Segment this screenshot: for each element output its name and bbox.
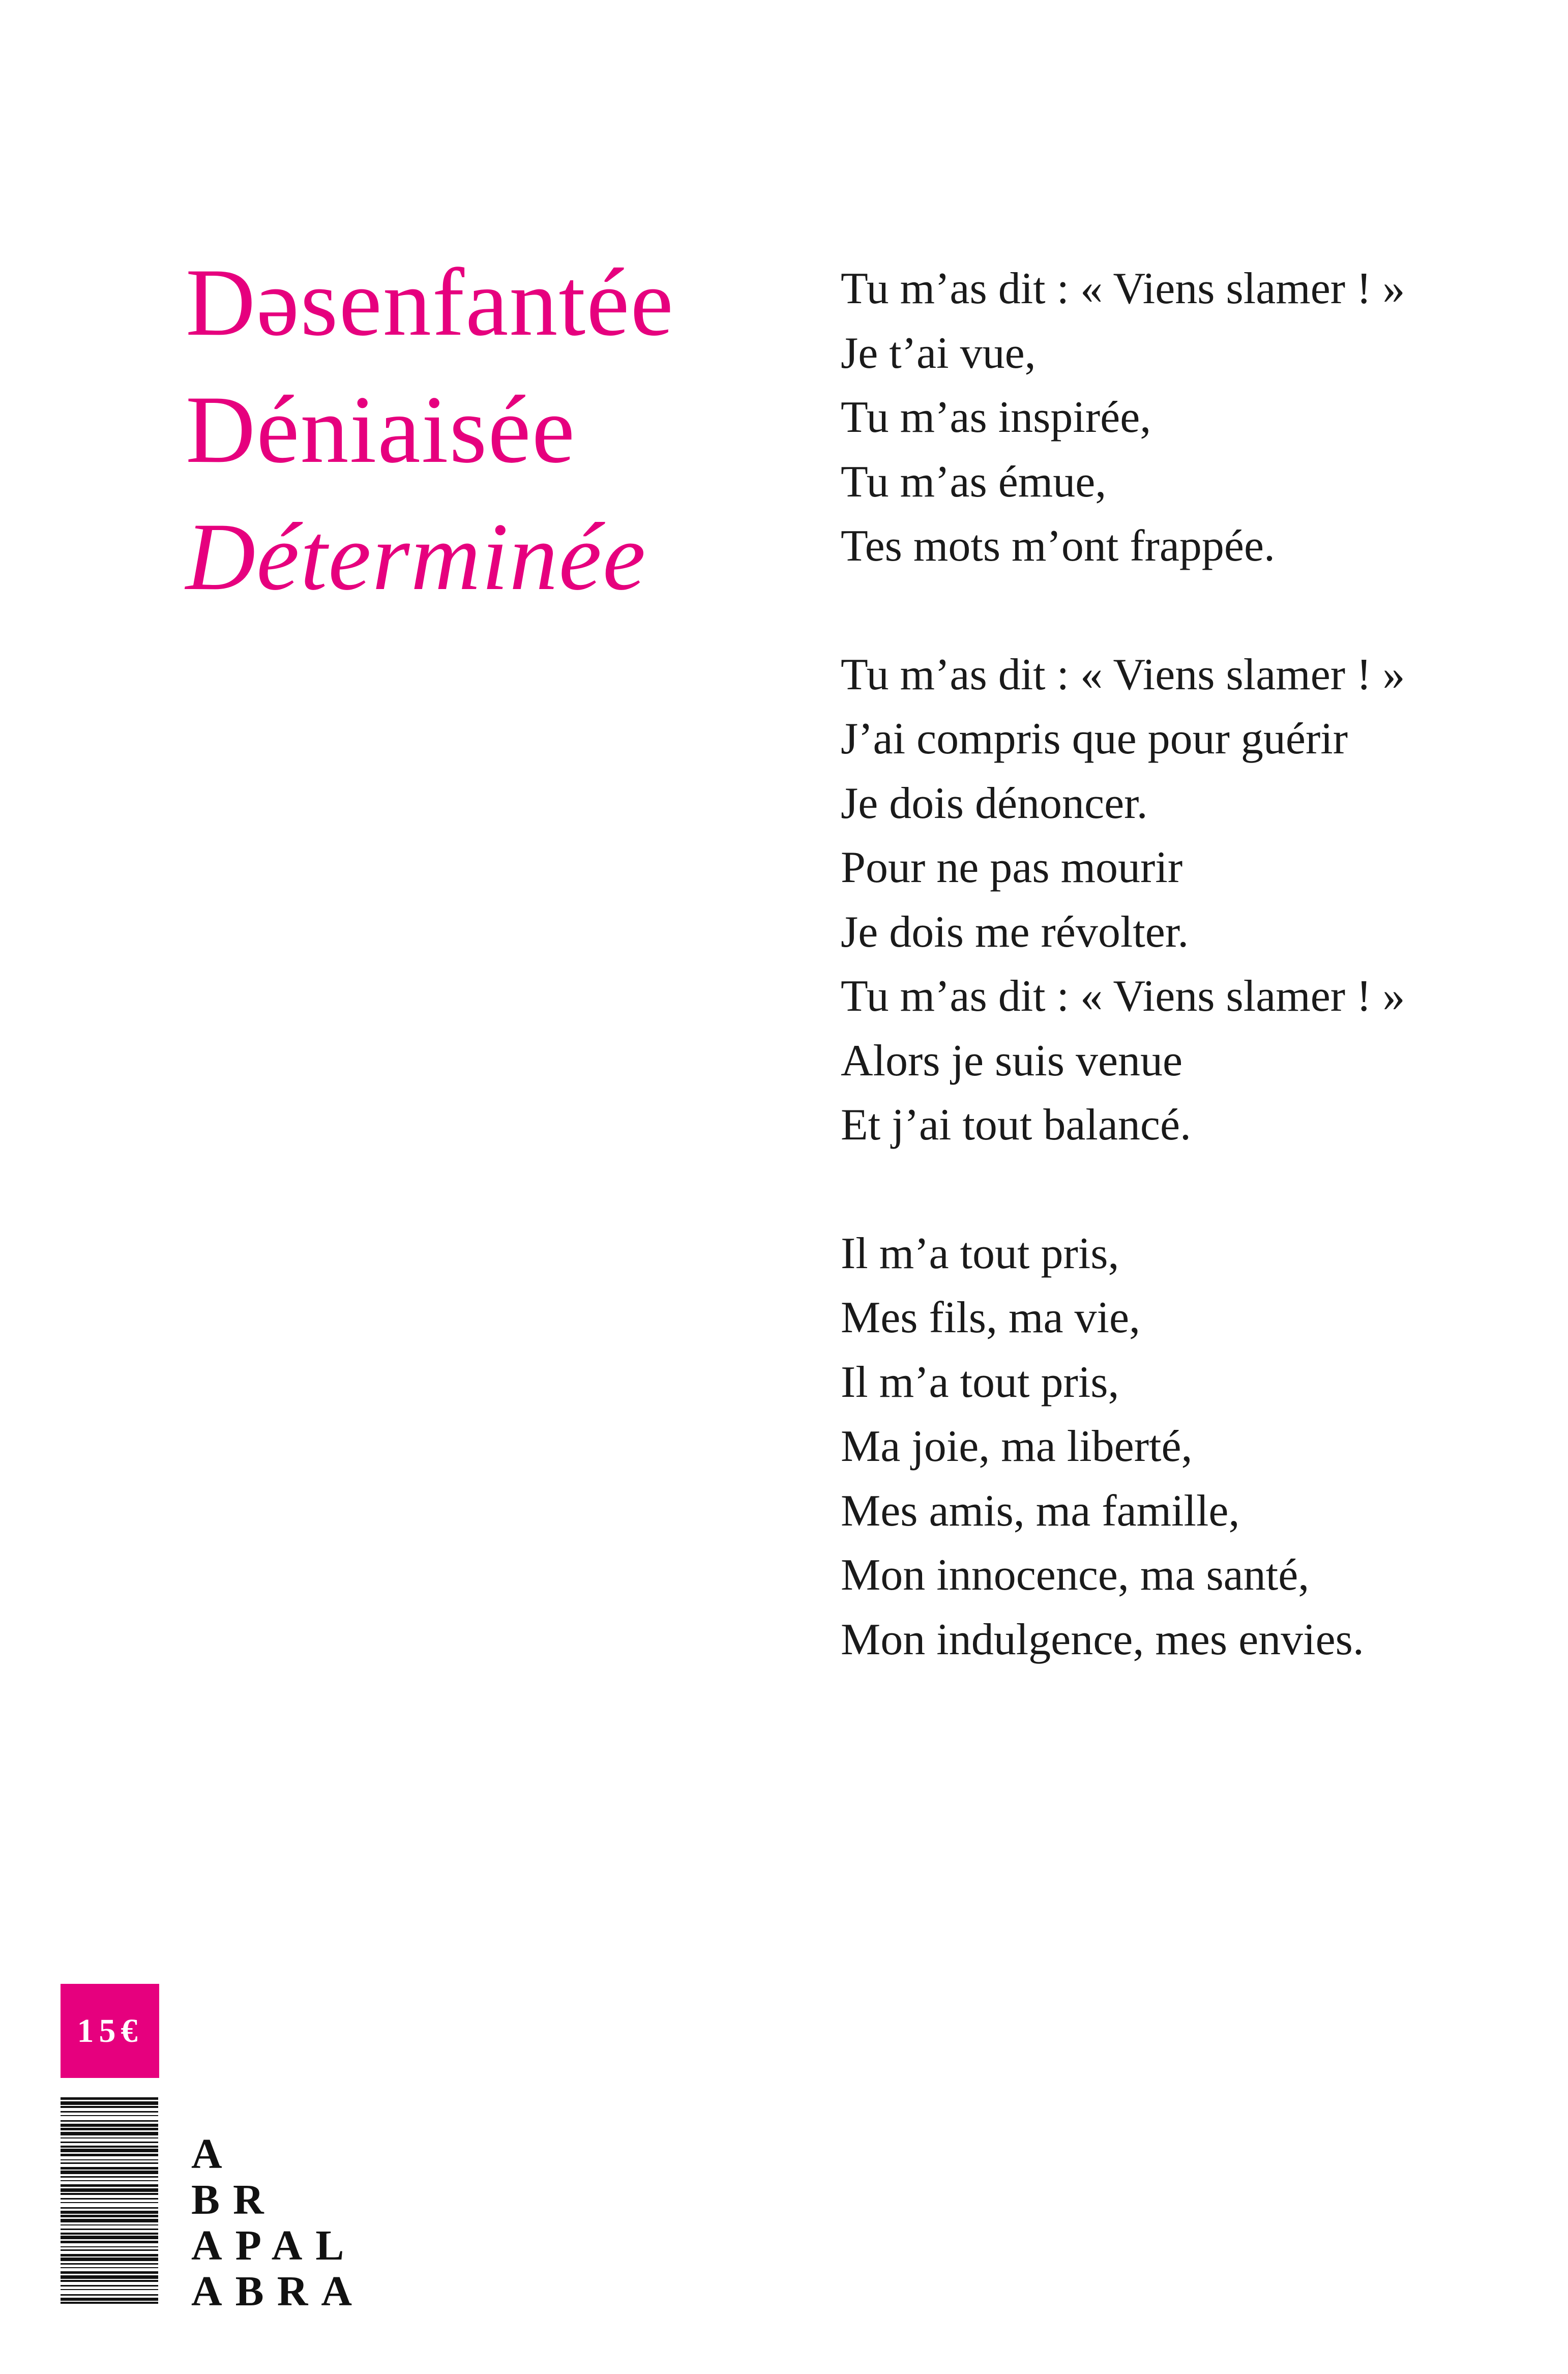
publisher-logo: [191, 2131, 365, 2314]
barcode-bar: [61, 2097, 158, 2100]
poem-line: J’ai compris que pour guérir: [841, 714, 1348, 764]
publisher-logo-line: ABRA: [191, 2268, 366, 2315]
barcode-bar: [61, 2202, 158, 2203]
book-title: [186, 239, 796, 621]
barcode-bar: [61, 2280, 158, 2282]
barcode-bar: [61, 2111, 158, 2113]
barcode-graphic: [61, 2097, 158, 2304]
barcode-bar: [61, 2285, 158, 2287]
poem-line: Tu m’as inspirée,: [841, 393, 1151, 442]
barcode-bar: [61, 2115, 158, 2116]
barcode-bar: [61, 2171, 158, 2174]
barcode-bar: [61, 2302, 158, 2304]
poem-line: Mon innocence, ma santé,: [841, 1550, 1310, 1600]
poem-stanza-1: [841, 257, 1502, 579]
poem-excerpt: [841, 257, 1502, 1736]
barcode-bar: [61, 2211, 158, 2214]
barcode-bar: [61, 2124, 158, 2127]
barcode-bar: [61, 2198, 158, 2200]
barcode-bar: [61, 2246, 158, 2247]
barcode-bar: [61, 2241, 158, 2243]
barcode-bar: [61, 2188, 158, 2192]
title-line-determinee: Déterminée: [186, 504, 647, 610]
barcode-bar: [61, 2233, 158, 2235]
barcode-bar: [61, 2263, 158, 2265]
poem-line: Tes mots m’ont frappée.: [841, 521, 1276, 571]
barcode-bar: [61, 2294, 158, 2296]
publisher-logo-line: APAL: [191, 2222, 358, 2269]
poem-line: Je t’ai vue,: [841, 328, 1036, 378]
barcode-bar: [61, 2142, 158, 2143]
barcode: [61, 2097, 158, 2304]
barcode-bar: [61, 2176, 158, 2178]
poem-stanza-2: [841, 643, 1502, 1158]
barcode-bar: [61, 2271, 158, 2274]
barcode-bar: [61, 2236, 158, 2239]
poem-line: Ma joie, ma liberté,: [841, 1422, 1193, 1471]
barcode-bar: [61, 2167, 158, 2170]
barcode-bar: [61, 2146, 158, 2148]
poem-line: Tu m’as dit : « Viens slamer ! »: [841, 264, 1405, 313]
barcode-bar: [61, 2149, 158, 2152]
barcode-bar: [61, 2229, 158, 2230]
barcode-bar: [61, 2275, 158, 2279]
barcode-bar: [61, 2215, 158, 2217]
barcode-bar: [61, 2254, 158, 2256]
barcode-bar: [61, 2249, 158, 2251]
title-line-desenfantee: Dəsenfantée: [186, 249, 674, 356]
barcode-bar: [61, 2224, 158, 2225]
poem-line: Et j’ai tout balancé.: [841, 1100, 1192, 1150]
price-label: 15€: [77, 2012, 143, 2049]
barcode-bar: [61, 2258, 158, 2261]
barcode-bar: [61, 2159, 158, 2160]
barcode-bar: [61, 2180, 158, 2181]
barcode-bar: [61, 2207, 158, 2209]
barcode-bar: [61, 2137, 158, 2138]
barcode-bar: [61, 2120, 158, 2122]
barcode-bar: [61, 2101, 158, 2105]
barcode-bar: [61, 2184, 158, 2187]
barcode-bar: [61, 2289, 158, 2290]
barcode-bar: [61, 2132, 158, 2135]
title-line-deniaisee: Déniaisée: [186, 376, 576, 483]
poem-line: Tu m’as dit : « Viens slamer ! »: [841, 650, 1405, 699]
publisher-logo-line: A: [191, 2130, 235, 2178]
barcode-bar: [61, 2162, 158, 2164]
poem-line: Pour ne pas mourir: [841, 843, 1183, 892]
poem-line: Tu m’as émue,: [841, 457, 1107, 507]
barcode-bar: [61, 2128, 158, 2130]
poem-line: Je dois dénoncer.: [841, 778, 1148, 828]
publisher-logo-line: BR: [191, 2176, 277, 2223]
barcode-bar: [61, 2106, 158, 2108]
barcode-bar: [61, 2193, 158, 2195]
poem-line: Tu m’as dit : « Viens slamer ! »: [841, 972, 1405, 1021]
poem-line: Je dois me révolter.: [841, 907, 1189, 957]
poem-stanza-3: [841, 1222, 1502, 1673]
barcode-bar: [61, 2154, 158, 2156]
barcode-bar: [61, 2267, 158, 2268]
barcode-bar: [61, 2219, 158, 2222]
price-badge: [61, 1984, 159, 2078]
poem-line: Alors je suis venue: [841, 1036, 1183, 1086]
poem-line: Il m’a tout pris,: [841, 1228, 1119, 1278]
poem-line: Mes amis, ma famille,: [841, 1486, 1240, 1536]
poem-line: Mon indulgence, mes envies.: [841, 1615, 1364, 1664]
poem-line: Il m’a tout pris,: [841, 1357, 1119, 1407]
poem-line: Mes fils, ma vie,: [841, 1293, 1141, 1342]
barcode-bar: [61, 2298, 158, 2301]
